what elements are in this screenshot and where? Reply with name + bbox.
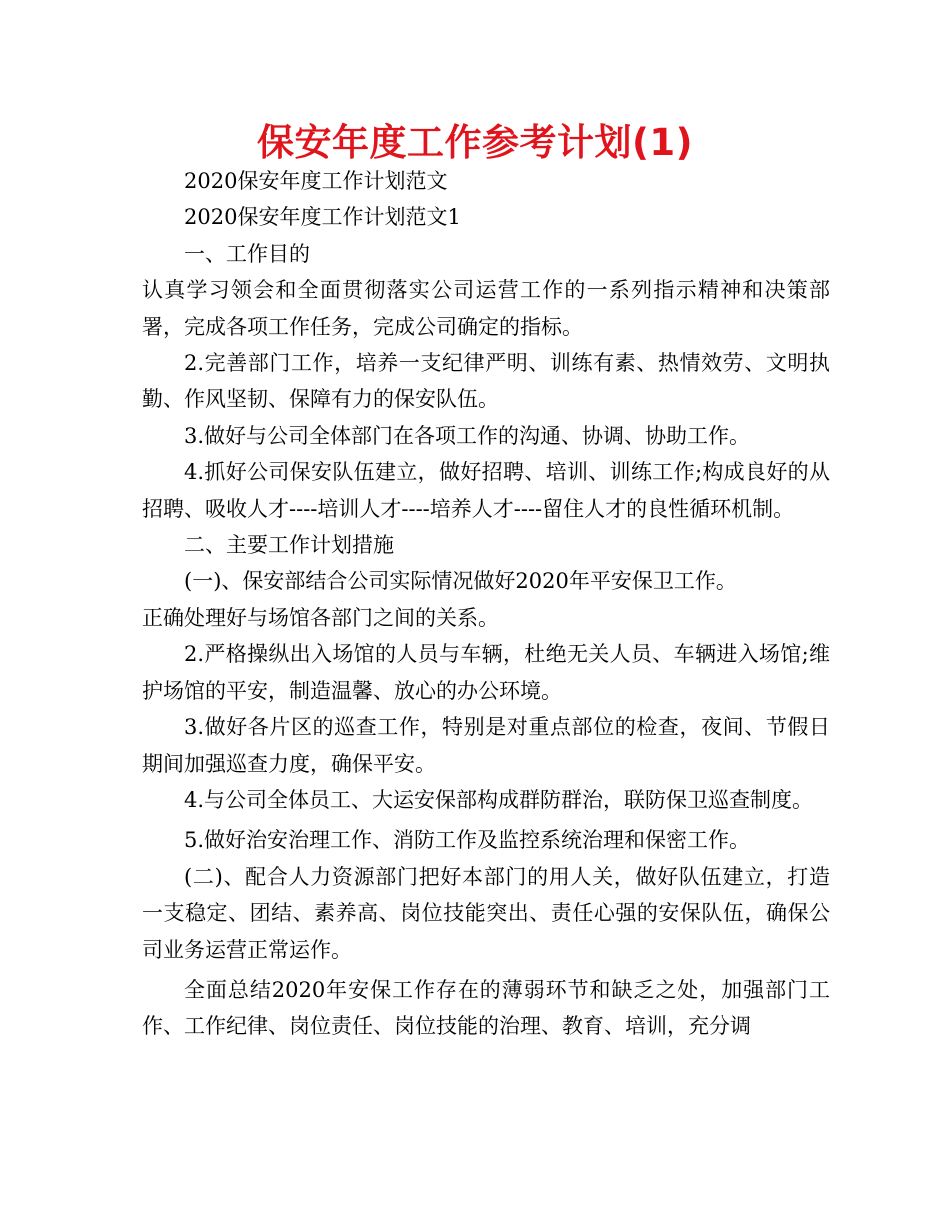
paragraph: 一、工作目的	[184, 241, 310, 266]
paragraph: 正确处理好与场馆各部门之间的关系。	[142, 605, 499, 630]
paragraph: 2020保安年度工作计划范文1	[184, 205, 461, 230]
paragraph: 2.完善部门工作，培养一支纪律严明、训练有素、热情效劳、文明执勤、作风坚韧、保障有力的保安队伍。	[142, 351, 830, 412]
document-title: 保安年度工作参考计划(1)	[256, 121, 694, 164]
paragraph: 3.做好各片区的巡查工作，特别是对重点部位的检查，夜间、节假日期间加强巡查力度，确保平安。	[142, 715, 830, 776]
paragraph: 2020保安年度工作计划范文	[184, 169, 448, 193]
paragraph: (一)、保安部结合公司实际情况做好2020年平安保卫工作。	[184, 569, 737, 594]
paragraph: 认真学习领会和全面贯彻落实公司运营工作的一系列指示精神和决策部署，完成各项工作任务，完成公司确定的指标。	[142, 278, 830, 339]
paragraph: 2.严格操纵出入场馆的人员与车辆，杜绝无关人员、车辆进入场馆;维护场馆的平安，制造温馨、放心的办公环境。	[142, 642, 830, 703]
paragraph: 4.与公司全体员工、大运安保部构成群防群治，联防保卫巡查制度。	[184, 787, 814, 812]
paragraph: 4.抓好公司保安队伍建立，做好招聘、培训、训练工作;构成良好的从招聘、吸收人才----培训人才----培养人才----留住人才的良性循环机制。	[142, 460, 830, 521]
paragraph: 5.做好治安治理工作、消防工作及监控系统治理和保密工作。	[184, 828, 751, 853]
paragraph: 全面总结2020年安保工作存在的薄弱环节和缺乏之处，加强部门工作、工作纪律、岗位责任、岗位技能的治理、教育、培训，充分调	[142, 977, 830, 1039]
paragraph: 二、主要工作计划措施	[184, 533, 394, 558]
paragraph: 3.做好与公司全体部门在各项工作的沟通、协调、协助工作。	[184, 423, 751, 448]
document-body	[142, 163, 830, 1045]
paragraph: (二)、配合人力资源部门把好本部门的用人关，做好队伍建立，打造一支稳定、团结、素养高、岗位技能突出、责任心强的安保队伍，确保公司业务运营正常运作。	[142, 864, 830, 962]
